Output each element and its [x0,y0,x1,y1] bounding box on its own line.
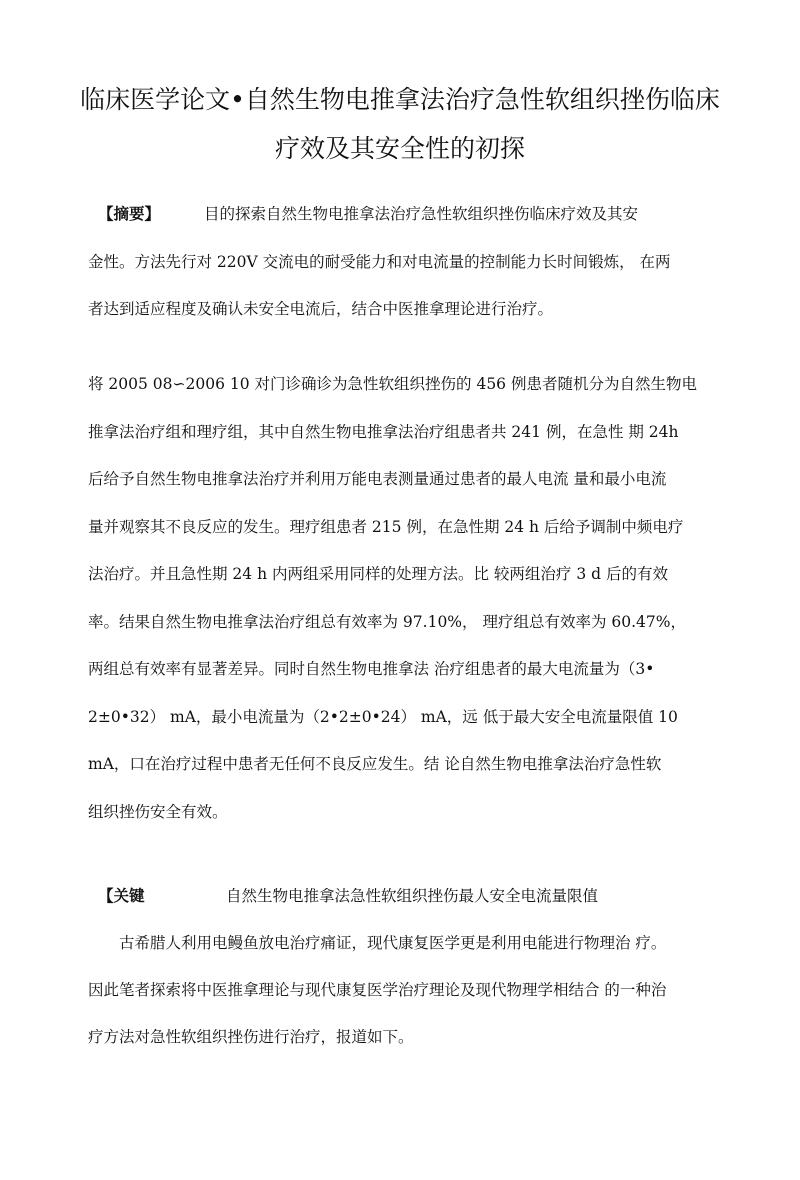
keywords-label: 【关键 [98,886,145,905]
methods-line-9: mA，口在治疗过程中患者无任何不良反应发生。结 论自然生物电推拿法治疗急性软 [88,755,662,773]
methods-line-8: 2±0•32） mA，最小电流量为（2•2±0•24） mA，远 低于最大安全电流量限值 10 [88,708,678,726]
methods-line-10: 组织挫伤安全有效。 [88,803,228,821]
abstract-line-3: 者达到适应程度及确认未安全电流后，结合中医推拿理论进行治疗。 [88,300,554,318]
title-line-1: 临床医学论文•自然生物电推拿法治疗急性软组织挫伤临床 [80,85,720,114]
intro-line-3: 疗方法对急性软组织挫伤进行治疗，报道如下。 [88,1028,414,1046]
methods-line-3: 后给予自然生物电推拿法治疗并利用万能电表测量通过患者的最人电流 量和最小电流 [88,470,667,488]
methods-line-4: 量并观察其不良反应的发生。理疗组患者 215 例，在急性期 24 h 后给予调制中频电疗 [88,518,684,536]
abstract-line-2: 金性。方法先行对 220V 交流电的耐受能力和对电流量的控制能力长时间锻炼， 在两 [88,253,671,271]
methods-line-2: 推拿法治疗组和理疗组，其中自然生物电推拿法治疗组患者共 241 例，在急性 期 24h [88,423,679,441]
abstract-label: 【摘要】 [98,204,161,223]
keywords-text: 自然生物电推拿法急性软组织挫伤最人安全电流量限值 [226,887,599,905]
methods-line-7: 两组总有效率有显著差异。同时自然生物电推拿法 治疗组患者的最大电流量为（3• [88,660,655,678]
methods-line-5: 法治疗。并且急性期 24 h 内两组采用同样的处理方法。比 较两组治疗 3 d 后的有效 [88,565,668,583]
abstract-line-1: 目的探索自然生物电推拿法治疗急性软组织挫伤临床疗效及其安 [204,205,639,223]
methods-line-1: 将 2005 08∽2006 10 对门诊确诊为急性软组织挫伤的 456 例患者随机分为自然生物电 [88,375,697,393]
intro-line-1: 古希腊人利用电鳗鱼放电治疗痛证，现代康复医学更是利用电能进行物理治 疗。 [119,934,667,952]
methods-line-6: 率。结果自然生物电推拿法治疗组总有效率为 97.10%， 理疗组总有效率为 60.47%， [88,613,686,631]
title-line-2: 疗效及其安全性的初探 [274,134,525,163]
intro-line-2: 因此笔者探索将中医推拿理论与现代康复医学治疗理论及现代物理学相结合 的一种治 [88,981,667,999]
